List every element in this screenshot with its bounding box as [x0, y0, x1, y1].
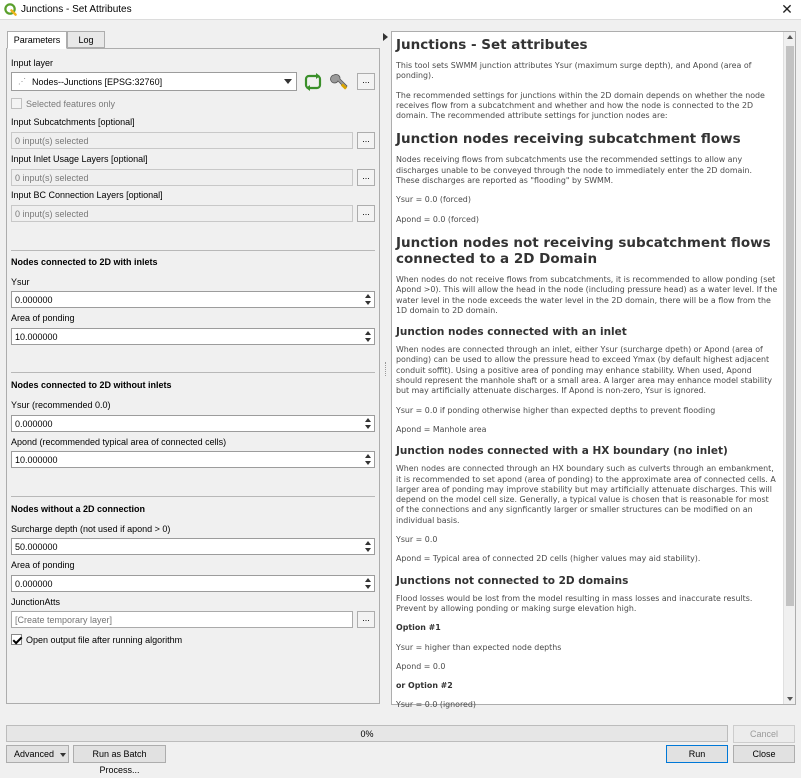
help-scrollbar[interactable]: [783, 32, 795, 704]
section-no-inlets-title: Nodes connected to 2D without inlets: [11, 380, 172, 390]
help-paragraph: Apond = 0.0 (forced): [396, 214, 479, 224]
sec2-apond-spinbox[interactable]: [11, 451, 375, 468]
help-paragraph: When nodes are connected through an HX boundary such as culverts through an embankment, it is recommended to set apond (area of ponding) to the approximate area of connected cells. A larger area of ponding may improve stability but may artificially attenuate discharges. This will depend on the model cell size. Generally, a typical value is chosen that is reasonable for most of the connections and any signficantly larger or smaller structures can be modified on an individual basis.: [396, 464, 776, 525]
run-button[interactable]: Run: [666, 745, 728, 763]
chevron-down-icon: [284, 79, 292, 84]
inlet-usage-label: Input Inlet Usage Layers [optional]: [11, 154, 148, 164]
title-bar: [0, 0, 801, 20]
open-output-label: Open output file after running algorithm: [26, 635, 183, 645]
sec3-apond-spinbox[interactable]: [11, 575, 375, 592]
spin-down-icon[interactable]: [365, 338, 371, 342]
inlet-usage-value: 0 input(s) selected: [15, 173, 89, 183]
window-close-icon[interactable]: ✕: [781, 1, 793, 17]
help-paragraph: When nodes do not receive flows from subcatchments, it is recommended to allow ponding (set Apond >0). This will allow the head in the node (including pressure head) as a water level. If the water level in the node exceeds the water level in the 2D domain, there will be a flow from the 1D domain to 2D domain.: [396, 274, 778, 315]
scroll-down-icon[interactable]: [787, 697, 793, 701]
junctionatts-output-input[interactable]: [11, 611, 353, 628]
bc-connection-label: Input BC Connection Layers [optional]: [11, 190, 163, 200]
spin-up-icon[interactable]: [365, 331, 371, 335]
section-inlets-title: Nodes connected to 2D with inlets: [11, 257, 158, 267]
spin-up-icon[interactable]: [365, 418, 371, 422]
junctionatts-label: JunctionAtts: [11, 597, 61, 607]
subcatchments-label: Input Subcatchments [optional]: [11, 117, 135, 127]
sec1-ysur-value: 0.000000: [15, 295, 53, 305]
spin-up-icon[interactable]: [365, 578, 371, 582]
sec3-apond-value: 0.000000: [15, 579, 53, 589]
qgis-logo-icon: [4, 3, 17, 16]
spin-down-icon[interactable]: [365, 585, 371, 589]
help-paragraph: Ysur = 0.0 (ignored): [396, 700, 476, 710]
help-heading: Junction nodes not receiving subcatchment flows connected to a 2D Domain: [396, 234, 771, 267]
input-layer-combo[interactable]: [11, 72, 297, 91]
help-option-label: or Option #2: [396, 681, 453, 691]
selected-features-checkbox[interactable]: [11, 98, 22, 109]
tab-parameters[interactable]: Parameters: [7, 31, 67, 49]
dropdown-caret-icon: [60, 753, 66, 757]
sec1-ysur-spinbox[interactable]: [11, 291, 375, 308]
wrench-icon[interactable]: [329, 72, 349, 92]
divider: [11, 496, 375, 497]
help-subheading: Junction nodes connected with a HX boundary (no inlet): [396, 445, 728, 458]
sec2-ysur-spinbox[interactable]: [11, 415, 375, 432]
help-paragraph: Flood losses would be lost from the model resulting in mass losses and inaccurate results. Prevent by allowing ponding or making surge elevation high.: [396, 593, 753, 613]
spin-down-icon[interactable]: [365, 301, 371, 305]
subcatchments-field: [11, 132, 353, 149]
splitter-handle[interactable]: [385, 362, 387, 376]
tab-log[interactable]: Log: [67, 31, 105, 48]
iterate-icon[interactable]: [303, 72, 323, 92]
spin-down-icon[interactable]: [365, 425, 371, 429]
divider: [11, 372, 375, 373]
input-layer-label: Input layer: [11, 58, 54, 68]
inlet-usage-browse-button[interactable]: ...: [357, 169, 375, 186]
help-paragraph: Nodes receiving flows from subcatchments use the recommended settings to allow any discharges unable to be conveyed through the node to immediately enter the 2D domain. These discharges are reported as "flooding" by SWMM.: [396, 155, 753, 186]
help-subheading: Junction nodes connected with an inlet: [396, 326, 627, 339]
progress-bar: [6, 725, 728, 742]
help-heading: Junction nodes receiving subcatchment flows: [396, 131, 741, 148]
help-paragraph: Apond = 0.0: [396, 661, 446, 671]
spin-up-icon[interactable]: [365, 294, 371, 298]
collapse-arrow-icon[interactable]: [383, 33, 388, 41]
scrollbar-thumb[interactable]: [786, 46, 794, 606]
help-paragraph: This tool sets SWMM junction attributes Ysur (maximum surge depth), and Apond (area of ponding).: [396, 61, 752, 81]
help-paragraph: Ysur = 0.0: [396, 535, 438, 545]
bc-connection-browse-button[interactable]: ...: [357, 205, 375, 222]
sec2-apond-label: Apond (recommended typical area of connected cells): [11, 437, 227, 447]
selected-features-label: Selected features only: [26, 99, 116, 109]
sec2-ysur-label: Ysur (recommended 0.0): [11, 400, 111, 410]
input-layer-value: Nodes--Junctions [EPSG:32760]: [32, 77, 163, 87]
advanced-label: Advanced: [14, 749, 55, 759]
parameters-panel: [6, 48, 380, 704]
input-layer-browse-button[interactable]: ...: [357, 73, 375, 90]
sec2-apond-value: 10.000000: [15, 455, 58, 465]
sec3-surcharge-value: 50.000000: [15, 542, 58, 552]
help-paragraph: When nodes are connected through an inlet, either Ysur (surcharge dpeth) or Apond (area of ponding) can be used to allow the pressure head to exceed Ymax (by default highest adjacent conduit soffit). Using a positive area of ponding may enhance stability. When used, Apond should represent the manhole shaft or a small area. A larger area may enhance model stability but may artificially attenuate discharges. If Apond is non-zero, Ysur is ignored.: [396, 345, 773, 396]
cancel-button[interactable]: Cancel: [733, 725, 795, 743]
help-paragraph: Ysur = 0.0 if ponding otherwise higher than expected depths to prevent flooding: [396, 405, 716, 415]
sec1-apond-label: Area of ponding: [11, 313, 75, 323]
sec2-ysur-value: 0.000000: [15, 419, 53, 429]
help-paragraph: Ysur = 0.0 (forced): [396, 195, 471, 205]
section-no-2d-title: Nodes without a 2D connection: [11, 504, 146, 514]
sec1-apond-value: 10.000000: [15, 332, 58, 342]
sec1-apond-spinbox[interactable]: [11, 328, 375, 345]
sec3-surcharge-label: Surcharge depth (not used if apond > 0): [11, 524, 171, 534]
help-paragraph: Ysur = higher than expected node depths: [396, 642, 562, 652]
divider: [11, 250, 375, 251]
scroll-up-icon[interactable]: [787, 35, 793, 39]
subcatchments-value: 0 input(s) selected: [15, 136, 89, 146]
help-paragraph: Apond = Typical area of connected 2D cells (higher values may aid stability).: [396, 554, 701, 564]
spin-down-icon[interactable]: [365, 548, 371, 552]
batch-process-button[interactable]: Run as Batch Process...: [73, 745, 166, 763]
spin-up-icon[interactable]: [365, 541, 371, 545]
bc-connection-field: [11, 205, 353, 222]
spin-up-icon[interactable]: [365, 454, 371, 458]
help-paragraph: Apond = Manhole area: [396, 424, 487, 434]
sec3-apond-label: Area of ponding: [11, 560, 75, 570]
open-output-checkbox[interactable]: [11, 634, 22, 645]
bc-connection-value: 0 input(s) selected: [15, 209, 89, 219]
junctionatts-browse-button[interactable]: ...: [357, 611, 375, 628]
subcatchments-browse-button[interactable]: ...: [357, 132, 375, 149]
window-title: Junctions - Set Attributes: [21, 4, 132, 15]
sec1-ysur-label: Ysur: [11, 277, 30, 287]
help-panel: [391, 31, 796, 710]
inlet-usage-field: [11, 169, 353, 186]
close-button[interactable]: Close: [733, 745, 795, 763]
help-paragraph: The recommended settings for junctions within the 2D domain depends on whether the node receives flow from a subcatchment and whether and how the node is connected to the 2D domain. The recommended attribute settings for junction nodes are:: [396, 90, 765, 121]
point-layer-icon: ⋰: [18, 77, 26, 86]
spin-down-icon[interactable]: [365, 461, 371, 465]
help-option-label: Option #1: [396, 623, 441, 633]
help-subheading: Junctions not connected to 2D domains: [396, 574, 629, 587]
help-content: [396, 34, 778, 720]
progress-text: 0%: [360, 729, 374, 739]
sec3-surcharge-spinbox[interactable]: [11, 538, 375, 555]
help-title: Junctions - Set attributes: [396, 37, 588, 53]
advanced-button[interactable]: [6, 745, 69, 763]
